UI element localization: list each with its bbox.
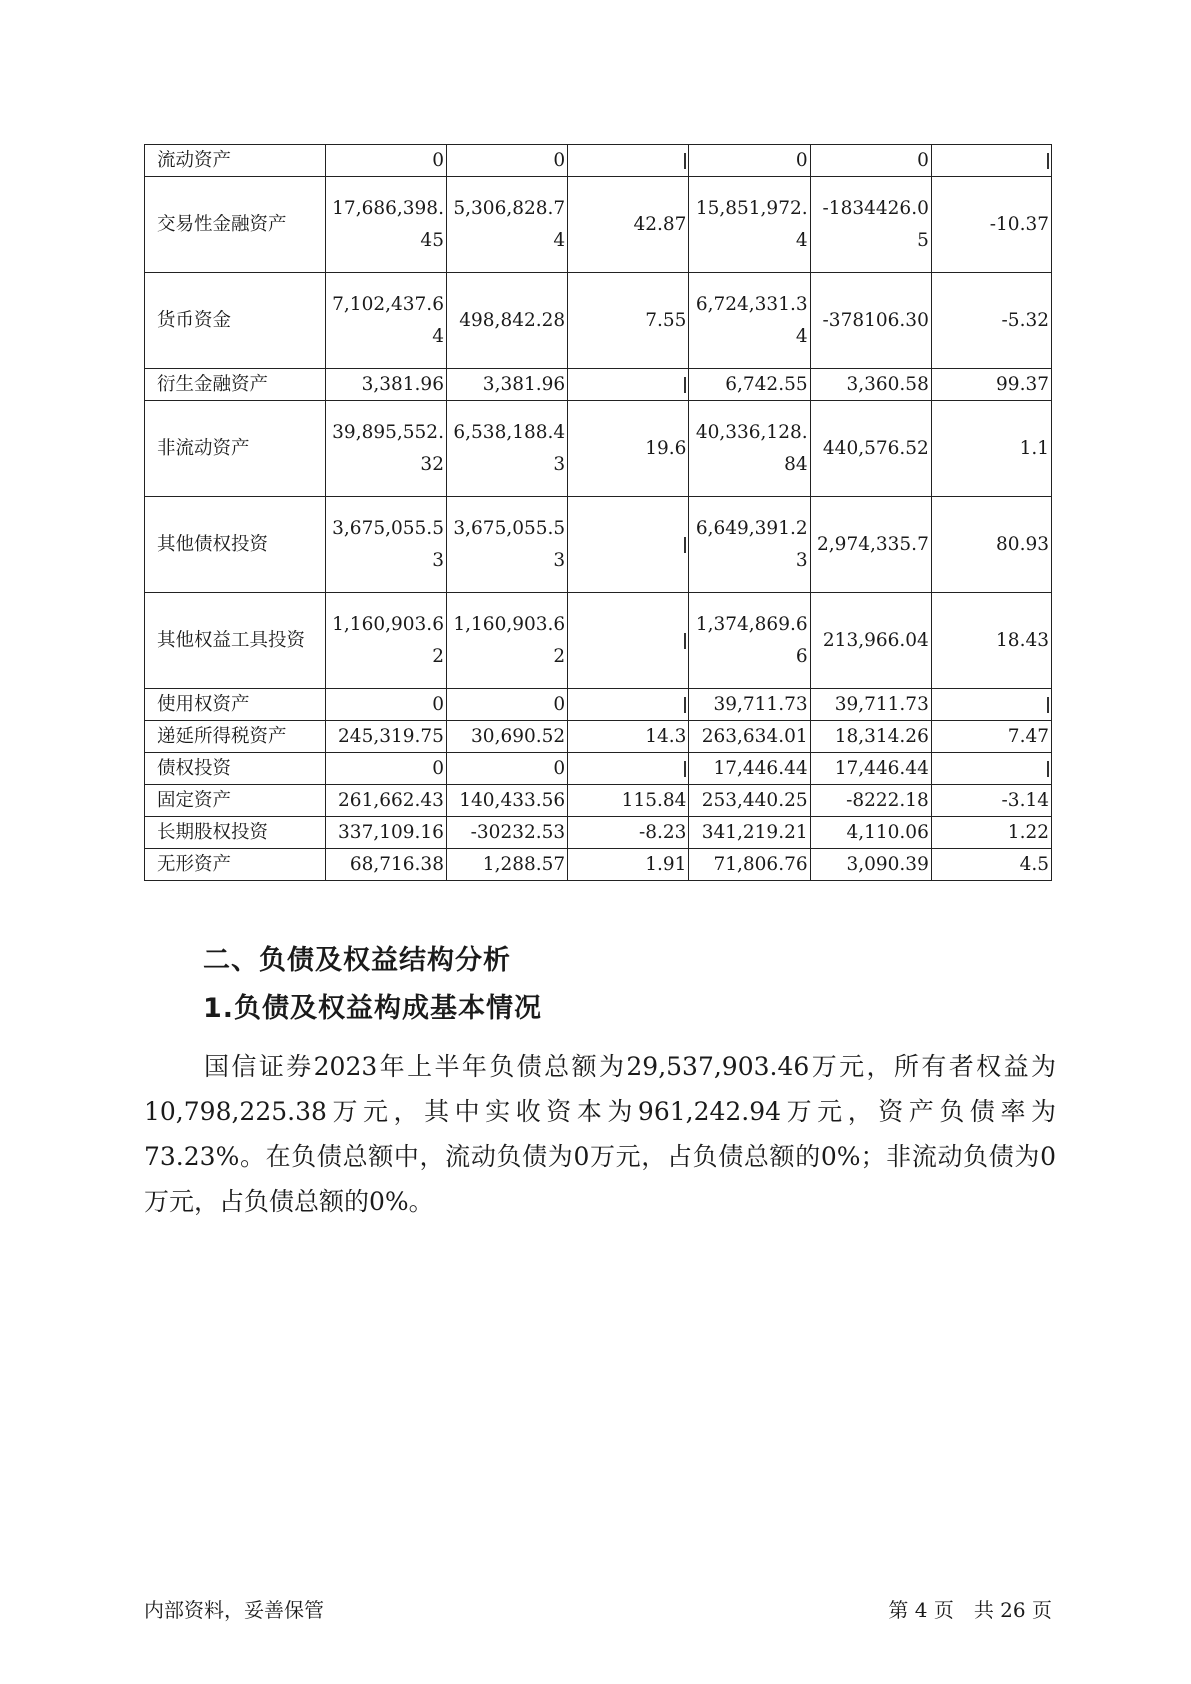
cell-c2: 6,538,188.43 [446, 401, 567, 497]
cell-c3 [568, 369, 689, 401]
cell-c4: 0 [689, 145, 810, 177]
cell-c4: 15,851,972.4 [689, 177, 810, 273]
cell-c2: 0 [446, 145, 567, 177]
footer-page-number: 第 4 页 共 26 页 [888, 1598, 1052, 1622]
cell-c5: -8222.18 [810, 785, 931, 817]
cell-c2: 3,381.96 [446, 369, 567, 401]
dash-mark [684, 761, 686, 777]
table-row [145, 689, 1052, 721]
section-paragraph: 国信证券2023年上半年负债总额为29,537,903.46万元，所有者权益为10,798,225.38万元，其中实收资本为961,242.94万元，资产负债率为73.23%。在负债总额中，流动负债为0万元，占负债总额的0%；非流动负债为0万元，占负债总额的0%。 [144, 1052, 1056, 1216]
asset-table-body [145, 145, 1052, 881]
cell-c5: 440,576.52 [810, 401, 931, 497]
cell-c4: 253,440.25 [689, 785, 810, 817]
cell-c3 [568, 145, 689, 177]
cell-c5: 17,446.44 [810, 753, 931, 785]
cell-c4: 6,742.55 [689, 369, 810, 401]
cell-c3: 19.6 [568, 401, 689, 497]
cell-c5: 39,711.73 [810, 689, 931, 721]
cell-c1: 3,381.96 [325, 369, 446, 401]
row-label: 无形资产 [145, 849, 326, 881]
section-heading: 二、负债及权益结构分析 [203, 945, 511, 976]
table-row [145, 721, 1052, 753]
cell-c3 [568, 497, 689, 593]
cell-c5: 18,314.26 [810, 721, 931, 753]
cell-c1: 0 [325, 145, 446, 177]
cell-c4: 6,724,331.34 [689, 273, 810, 369]
cell-c6 [931, 145, 1051, 177]
cell-c6: 18.43 [931, 593, 1051, 689]
cell-c6: -10.37 [931, 177, 1051, 273]
cell-c6 [931, 689, 1051, 721]
cell-c3: 115.84 [568, 785, 689, 817]
cell-c2: 498,842.28 [446, 273, 567, 369]
dash-mark [684, 377, 686, 393]
cell-c1: 0 [325, 753, 446, 785]
cell-c5: 3,360.58 [810, 369, 931, 401]
cell-c5: 3,090.39 [810, 849, 931, 881]
cell-c2: 1,160,903.62 [446, 593, 567, 689]
cell-c1: 261,662.43 [325, 785, 446, 817]
cell-c6: 7.47 [931, 721, 1051, 753]
cell-c6: 99.37 [931, 369, 1051, 401]
cell-c1: 39,895,552.32 [325, 401, 446, 497]
cell-c3: 1.91 [568, 849, 689, 881]
cell-c2: 1,288.57 [446, 849, 567, 881]
table-row [145, 497, 1052, 593]
cell-c1: 68,716.38 [325, 849, 446, 881]
cell-c2: -30232.53 [446, 817, 567, 849]
cell-c6: 4.5 [931, 849, 1051, 881]
cell-c4: 39,711.73 [689, 689, 810, 721]
row-label: 其他权益工具投资 [145, 593, 326, 689]
cell-c5: 4,110.06 [810, 817, 931, 849]
cell-c2: 0 [446, 753, 567, 785]
footer-confidential-note: 内部资料，妥善保管 [144, 1598, 324, 1622]
cell-c4: 17,446.44 [689, 753, 810, 785]
cell-c3: -8.23 [568, 817, 689, 849]
cell-c2: 0 [446, 689, 567, 721]
cell-c3: 7.55 [568, 273, 689, 369]
cell-c6: -3.14 [931, 785, 1051, 817]
table-row [145, 177, 1052, 273]
cell-c1: 337,109.16 [325, 817, 446, 849]
dash-mark [1047, 153, 1049, 169]
cell-c6: 1.1 [931, 401, 1051, 497]
row-label: 衍生金融资产 [145, 369, 326, 401]
dash-mark [1047, 761, 1049, 777]
cell-c4: 40,336,128.84 [689, 401, 810, 497]
dash-mark [684, 633, 686, 649]
dash-mark [684, 537, 686, 553]
asset-table [144, 144, 1052, 881]
table-row [145, 593, 1052, 689]
cell-c5: -1834426.05 [810, 177, 931, 273]
table-row [145, 401, 1052, 497]
dash-mark [1047, 697, 1049, 713]
cell-c4: 71,806.76 [689, 849, 810, 881]
cell-c3: 42.87 [568, 177, 689, 273]
cell-c3 [568, 753, 689, 785]
row-label: 长期股权投资 [145, 817, 326, 849]
row-label: 使用权资产 [145, 689, 326, 721]
table-row [145, 369, 1052, 401]
row-label: 货币资金 [145, 273, 326, 369]
table-row [145, 753, 1052, 785]
cell-c1: 1,160,903.62 [325, 593, 446, 689]
row-label: 债权投资 [145, 753, 326, 785]
cell-c2: 30,690.52 [446, 721, 567, 753]
table-row [145, 817, 1052, 849]
row-label: 递延所得税资产 [145, 721, 326, 753]
cell-c4: 341,219.21 [689, 817, 810, 849]
table-row [145, 849, 1052, 881]
dash-mark [684, 153, 686, 169]
cell-c5: 213,966.04 [810, 593, 931, 689]
cell-c1: 245,319.75 [325, 721, 446, 753]
cell-c1: 3,675,055.53 [325, 497, 446, 593]
cell-c6: 80.93 [931, 497, 1051, 593]
cell-c3: 14.3 [568, 721, 689, 753]
cell-c2: 5,306,828.74 [446, 177, 567, 273]
row-label: 固定资产 [145, 785, 326, 817]
row-label: 其他债权投资 [145, 497, 326, 593]
cell-c4: 263,634.01 [689, 721, 810, 753]
table-row [145, 785, 1052, 817]
cell-c4: 1,374,869.66 [689, 593, 810, 689]
cell-c6 [931, 753, 1051, 785]
cell-c1: 0 [325, 689, 446, 721]
table-row [145, 145, 1052, 177]
cell-c5: 0 [810, 145, 931, 177]
row-label: 非流动资产 [145, 401, 326, 497]
row-label: 交易性金融资产 [145, 177, 326, 273]
table-row [145, 273, 1052, 369]
cell-c6: -5.32 [931, 273, 1051, 369]
cell-c5: -378106.30 [810, 273, 931, 369]
cell-c2: 3,675,055.53 [446, 497, 567, 593]
cell-c2: 140,433.56 [446, 785, 567, 817]
cell-c1: 17,686,398.45 [325, 177, 446, 273]
dash-mark [684, 697, 686, 713]
cell-c3 [568, 593, 689, 689]
row-label: 流动资产 [145, 145, 326, 177]
cell-c4: 6,649,391.23 [689, 497, 810, 593]
cell-c3 [568, 689, 689, 721]
cell-c1: 7,102,437.64 [325, 273, 446, 369]
cell-c5: 2,974,335.7 [810, 497, 931, 593]
cell-c6: 1.22 [931, 817, 1051, 849]
section-subheading: 1.负债及权益构成基本情况 [203, 993, 543, 1024]
